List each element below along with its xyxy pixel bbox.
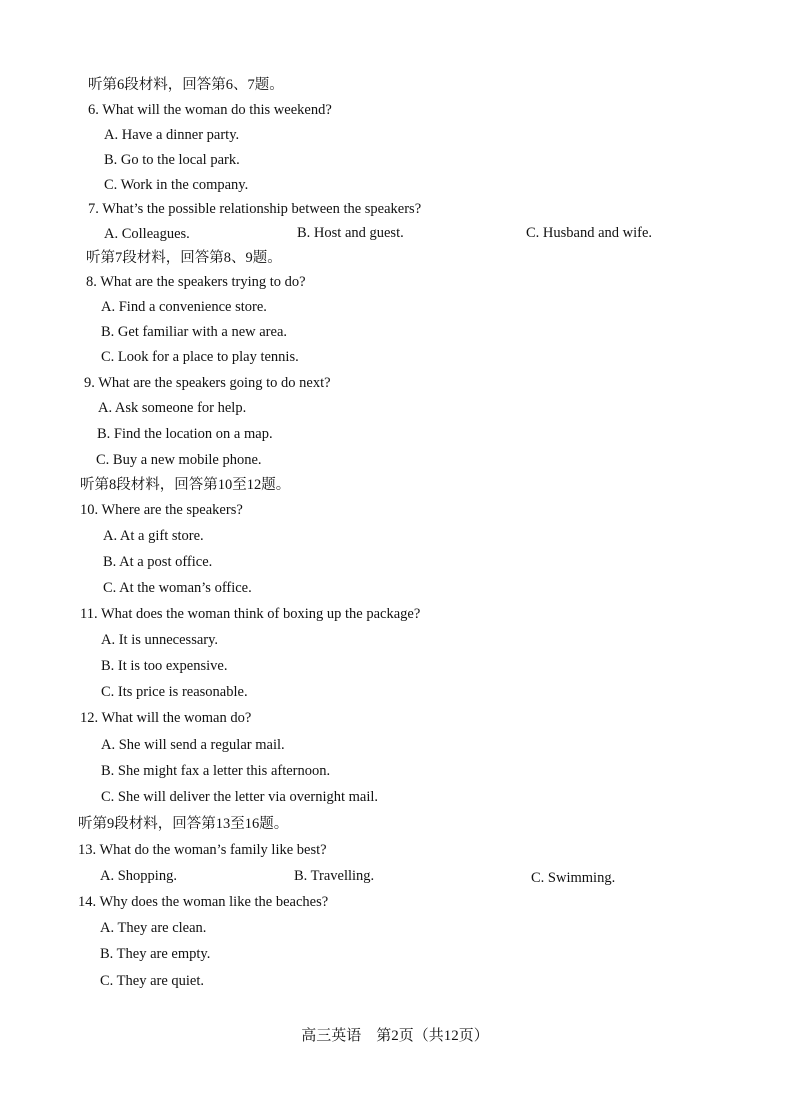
option-c: C. Look for a place to play tennis.	[101, 349, 299, 365]
section-header: 听第7段材料，回答第8、9题。	[86, 250, 282, 266]
option-a: A. Have a dinner party.	[104, 127, 240, 143]
option-c: C. Its price is reasonable.	[101, 684, 248, 700]
section-header: 听第8段材料，回答第10至12题。	[80, 477, 291, 493]
option-b: B. At a post office.	[103, 554, 213, 570]
question-stem: 13. What do the woman’s family like best?	[78, 842, 327, 858]
option-b: B. Go to the local park.	[104, 152, 240, 168]
option-c: C. They are quiet.	[100, 973, 205, 989]
option-b: B. They are empty.	[100, 946, 211, 962]
option-b: B. It is too expensive.	[101, 658, 228, 674]
question-stem: 6. What will the woman do this weekend?	[88, 102, 332, 118]
question-stem: 10. Where are the speakers?	[80, 502, 243, 518]
option-b: B. Travelling.	[294, 868, 375, 884]
question-stem: 8. What are the speakers trying to do?	[86, 274, 306, 290]
option-c: C. At the woman’s office.	[103, 580, 252, 596]
option-c: C. She will deliver the letter via overnight mail.	[101, 789, 379, 805]
option-a: A. Ask someone for help.	[98, 400, 247, 416]
option-b: B. Host and guest.	[297, 225, 404, 241]
option-b: B. She might fax a letter this afternoon.	[101, 763, 331, 779]
page-footer: 高三英语 第2页（共12页）	[301, 1028, 489, 1044]
section-header: 听第6段材料，回答第6、7题。	[88, 77, 284, 93]
question-stem: 9. What are the speakers going to do next?	[84, 375, 331, 391]
option-c: C. Husband and wife.	[526, 225, 653, 241]
option-c: C. Work in the company.	[104, 177, 249, 193]
option-a: A. Find a convenience store.	[101, 299, 267, 315]
question-stem: 14. Why does the woman like the beaches?	[78, 894, 329, 910]
option-a: A. They are clean.	[100, 920, 207, 936]
option-c: C. Swimming.	[531, 870, 616, 886]
option-b: B. Find the location on a map.	[97, 426, 273, 442]
question-stem: 12. What will the woman do?	[80, 710, 252, 726]
question-stem: 7. What’s the possible relationship between the speakers?	[88, 201, 422, 217]
option-a: A. Colleagues.	[104, 226, 190, 242]
option-a: A. At a gift store.	[103, 528, 204, 544]
section-header: 听第9段材料，回答第13至16题。	[78, 816, 289, 832]
option-a: A. Shopping.	[100, 868, 177, 884]
option-c: C. Buy a new mobile phone.	[96, 452, 262, 468]
option-a: A. She will send a regular mail.	[101, 737, 285, 753]
option-a: A. It is unnecessary.	[101, 632, 219, 648]
option-b: B. Get familiar with a new area.	[101, 324, 288, 340]
question-stem: 11. What does the woman think of boxing up the package?	[80, 606, 421, 622]
